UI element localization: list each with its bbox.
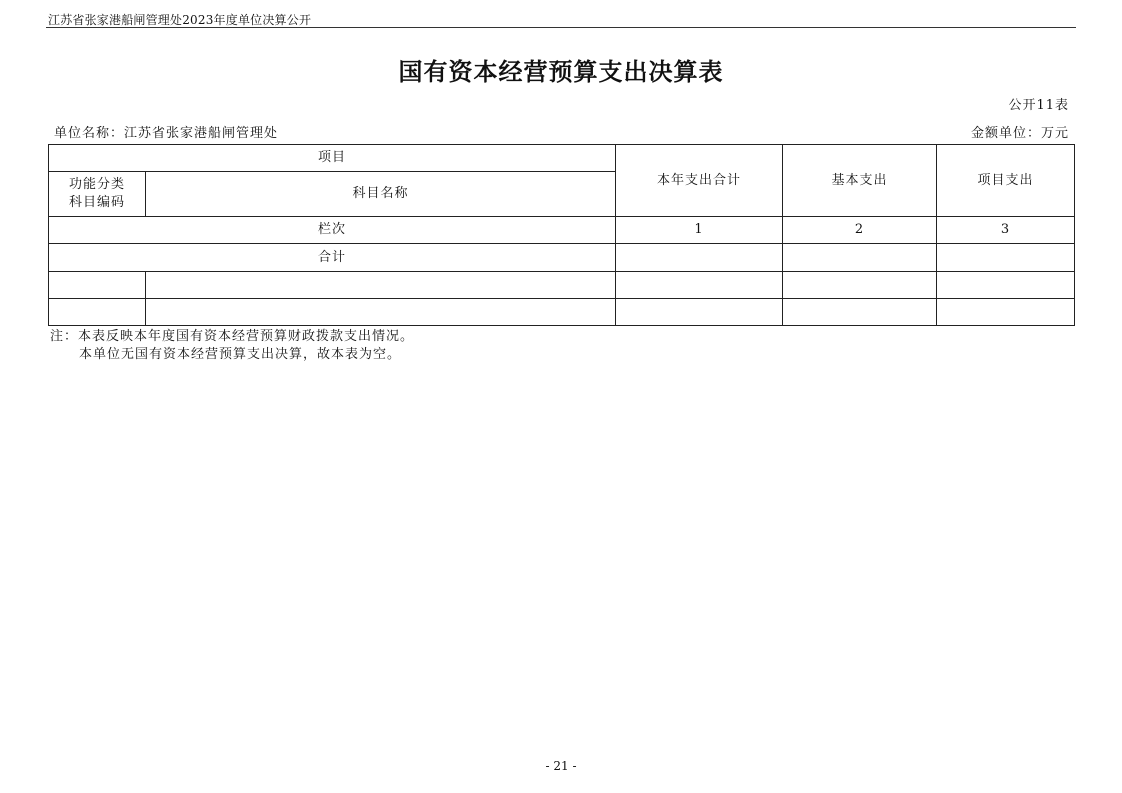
- index-1: 1: [616, 217, 783, 244]
- header-name: 科目名称: [146, 172, 616, 217]
- table-row: [49, 272, 1075, 299]
- header-code: 功能分类 科目编码: [49, 172, 146, 217]
- note-line-2: 本单位无国有资本经营预算支出决算，故本表为空。: [79, 347, 402, 362]
- index-label: 栏次: [49, 217, 616, 244]
- empty-cell: [937, 272, 1075, 299]
- header-divider: [46, 27, 1076, 28]
- empty-cell: [146, 272, 616, 299]
- index-2: 2: [783, 217, 937, 244]
- table-total-row: [49, 244, 1075, 272]
- total-cell-3: [937, 244, 1075, 272]
- document-title: 国有资本经营预算支出决算表: [398, 57, 724, 86]
- header-project: 项目支出: [937, 145, 1075, 217]
- header-item: 项目: [49, 145, 616, 172]
- empty-cell: [783, 272, 937, 299]
- empty-cell: [937, 299, 1075, 326]
- total-cell-1: [616, 244, 783, 272]
- expenditure-table: [48, 144, 1075, 326]
- table-index-row: [49, 217, 1075, 244]
- table-row: [49, 299, 1075, 326]
- page-number: - 21 -: [545, 759, 577, 773]
- empty-cell: [616, 272, 783, 299]
- form-number: 公开11表: [1008, 98, 1069, 113]
- notes: [50, 328, 414, 364]
- unit-name: 单位名称：江苏省张家港船闸管理处: [54, 126, 279, 141]
- index-3: 3: [937, 217, 1075, 244]
- header-basic: 基本支出: [783, 145, 937, 217]
- table-header-row: [49, 145, 1075, 172]
- total-cell-2: [783, 244, 937, 272]
- page-header: 江苏省张家港船闸管理处2023年度单位决算公开: [48, 13, 312, 27]
- amount-unit: 金额单位：万元: [970, 126, 1069, 141]
- empty-cell: [49, 299, 146, 326]
- empty-cell: [49, 272, 146, 299]
- empty-cell: [146, 299, 616, 326]
- total-label: 合计: [49, 244, 616, 272]
- empty-cell: [783, 299, 937, 326]
- note-line-1: 注：本表反映本年度国有资本经营预算财政拨款支出情况。: [50, 329, 415, 344]
- header-total: 本年支出合计: [616, 145, 783, 217]
- empty-cell: [616, 299, 783, 326]
